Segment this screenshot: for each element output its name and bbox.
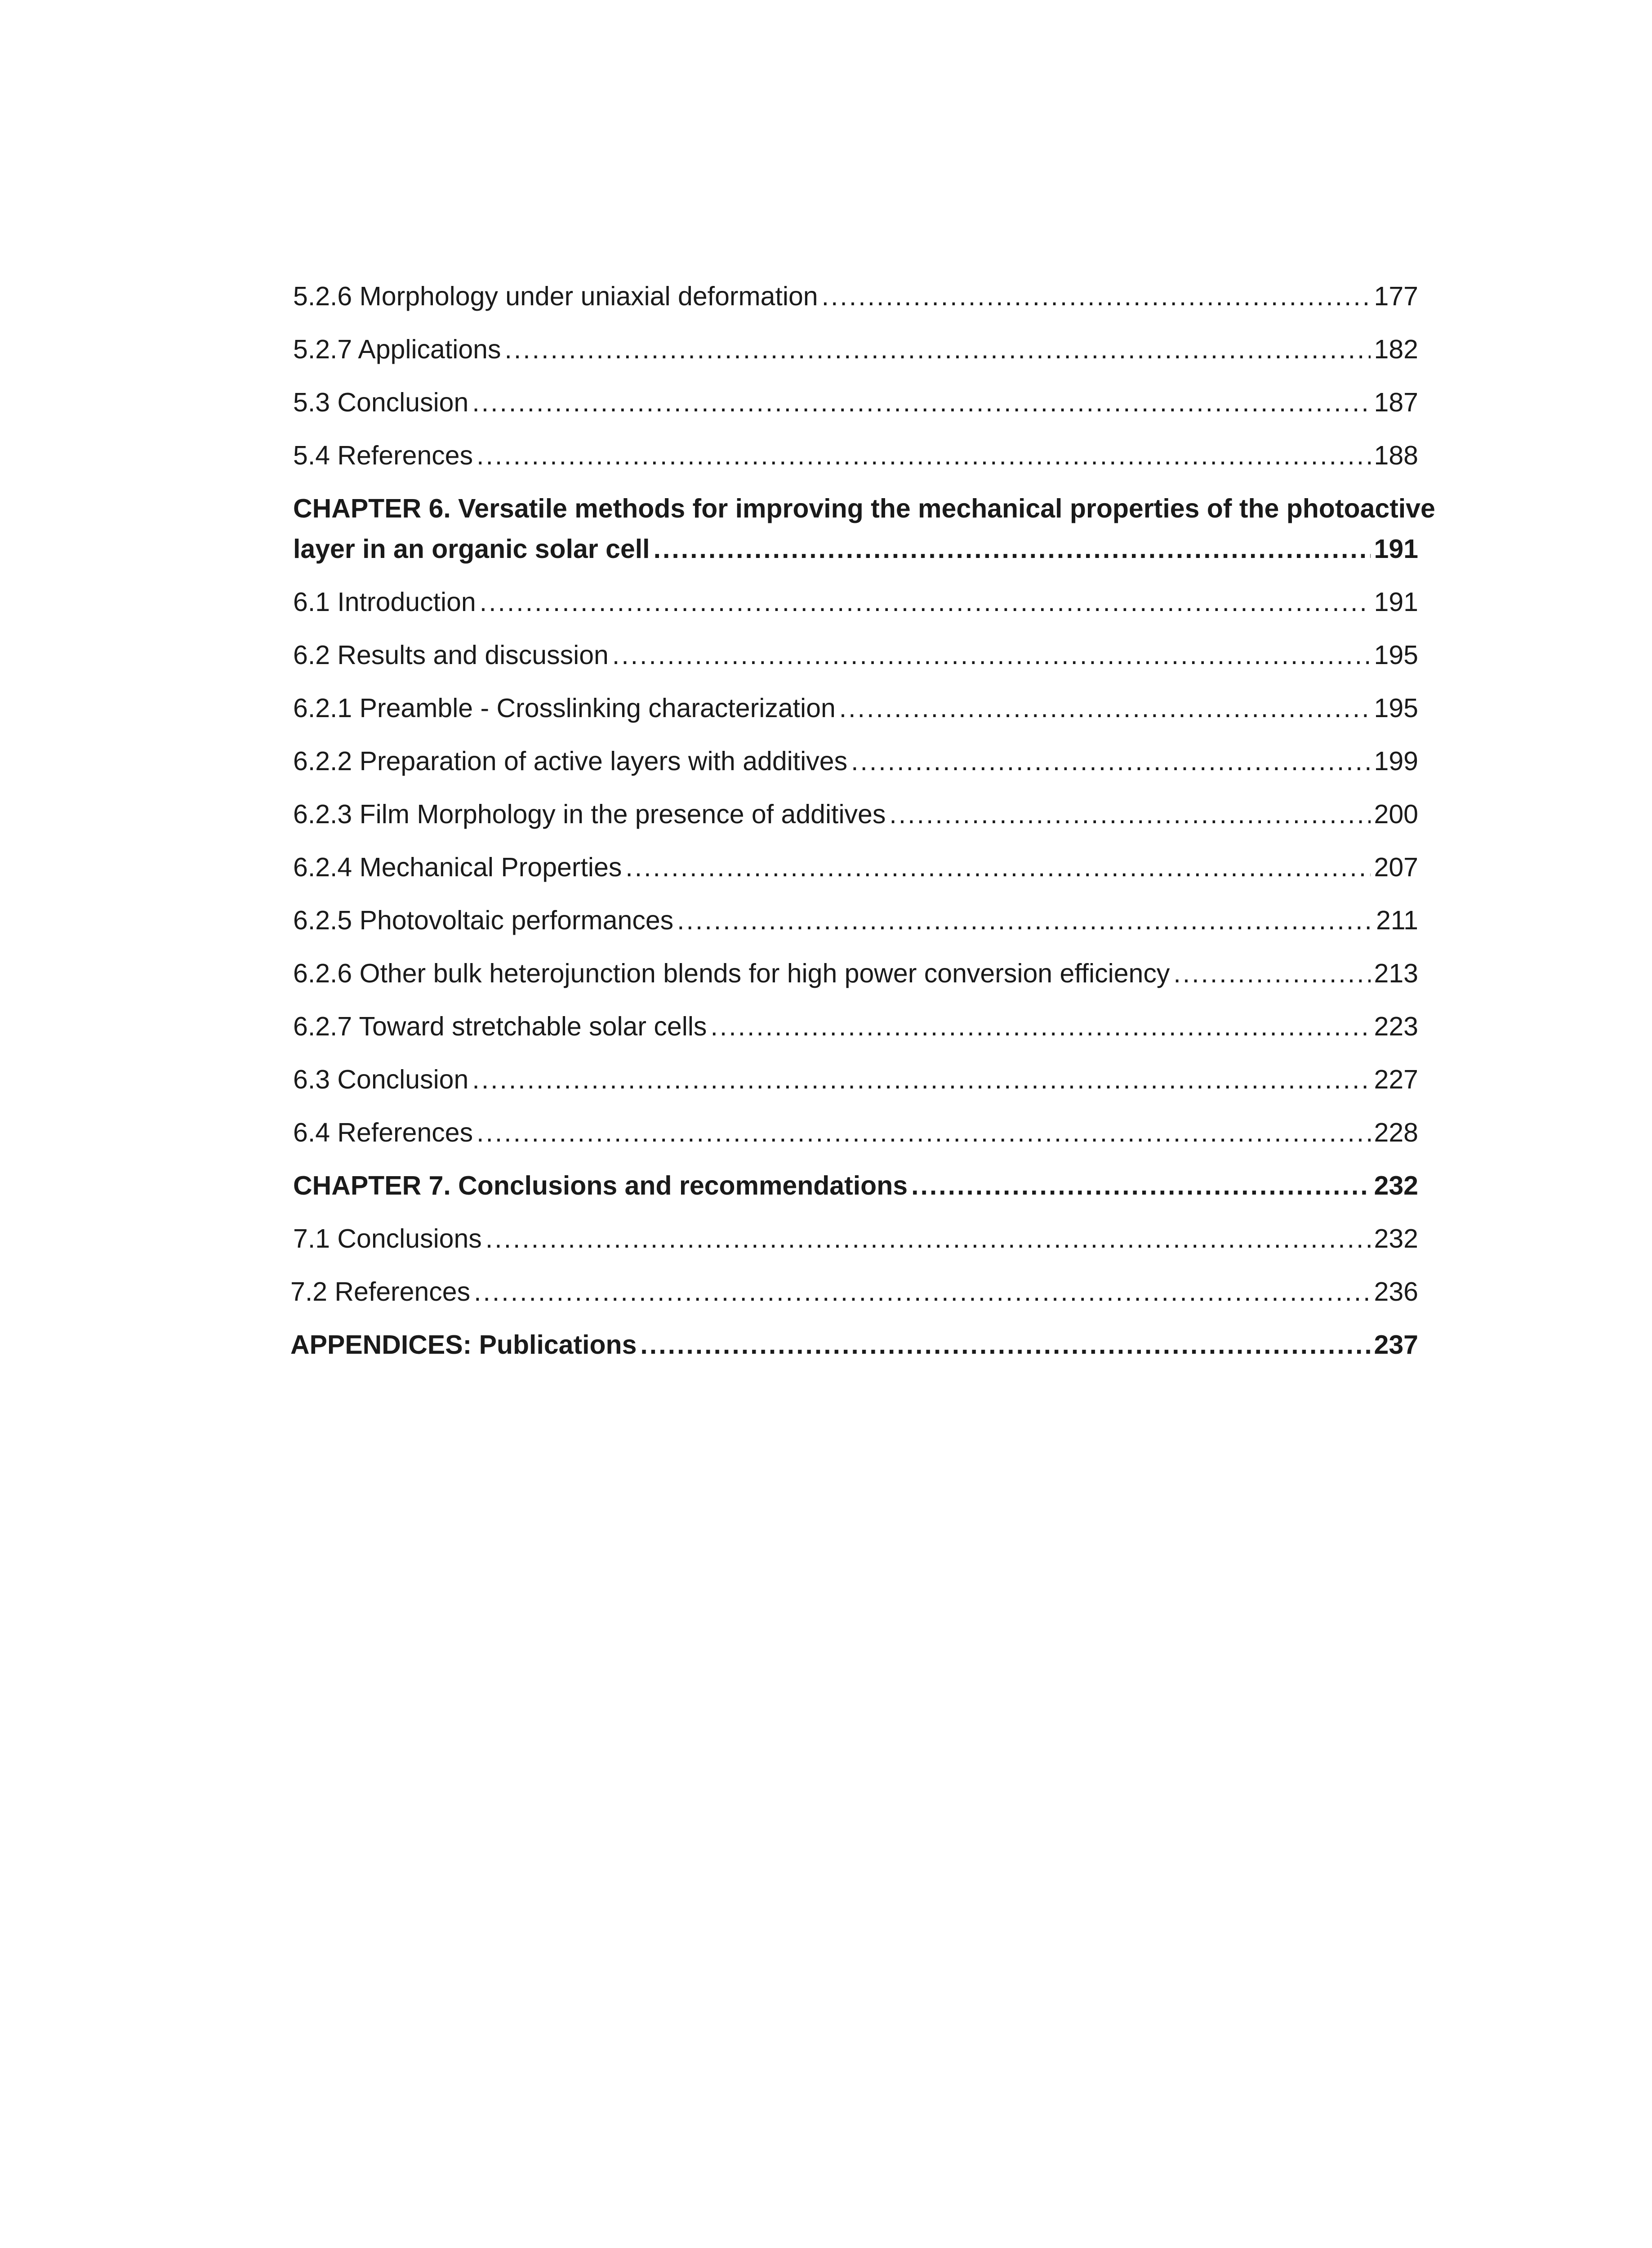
toc-entry-page: 207 [1374, 852, 1418, 882]
toc-entry-5-2-6 [293, 270, 1418, 323]
dot-leader [472, 376, 1370, 429]
toc-entry-page: 191 [1374, 534, 1418, 564]
toc-entry-page: 227 [1374, 1065, 1418, 1094]
toc-entry-title: 7.2 References [290, 1277, 471, 1307]
toc-entry-title: 6.2 Results and discussion [293, 640, 609, 670]
toc-entry-title: 6.1 Introduction [293, 587, 476, 617]
toc-entry-page: 228 [1374, 1118, 1418, 1147]
dot-leader [472, 1053, 1370, 1106]
dot-leader [640, 1318, 1370, 1371]
toc-entry-page: 177 [1374, 281, 1418, 311]
toc-entry-title: CHAPTER 7. Conclusions and recommendations [293, 1171, 908, 1200]
toc-entry-appendices [290, 1318, 1418, 1371]
toc-entry-page: 223 [1374, 1012, 1418, 1041]
toc-entry-6-2-6 [293, 947, 1418, 1000]
dot-leader [851, 735, 1370, 788]
dot-leader [839, 682, 1371, 735]
toc-entry-title: 5.4 References [293, 441, 473, 470]
toc-entry-6-3 [293, 1053, 1418, 1106]
toc-entry-page: 213 [1374, 959, 1418, 988]
dot-leader [474, 1265, 1370, 1318]
toc-entry-title: 6.2.5 Photovoltaic performances [293, 905, 674, 935]
dot-leader [677, 894, 1372, 947]
toc-entry-chapter-6 [293, 482, 1435, 575]
toc-entry-6-2-5 [293, 894, 1418, 947]
toc-entry-page: 232 [1374, 1171, 1418, 1200]
toc-entry-5-2-7 [293, 323, 1418, 376]
toc-entry-title: 6.2.6 Other bulk heterojunction blends for high power conversion efficiency [293, 959, 1170, 988]
toc-entry-6-2-4 [293, 841, 1418, 894]
toc-entry-7-1 [293, 1212, 1418, 1265]
toc-entry-title: 6.4 References [293, 1118, 473, 1147]
toc-entry-page: 187 [1374, 388, 1418, 417]
toc-entry-chapter-7 [293, 1159, 1418, 1212]
dot-leader [505, 323, 1371, 376]
toc-entry-title: 6.2.4 Mechanical Properties [293, 852, 622, 882]
toc-entry-5-3 [293, 376, 1418, 429]
toc-entry-title-line1: CHAPTER 6. Versatile methods for improving the mechanical properties of the photoactive [293, 494, 1435, 523]
toc-entry-6-2-2 [293, 735, 1418, 788]
dot-leader [654, 529, 1371, 569]
toc-entry-title: 6.2.2 Preparation of active layers with additives [293, 746, 848, 776]
toc-entry-page: 237 [1374, 1330, 1418, 1360]
toc-entry-6-2-1 [293, 682, 1418, 735]
toc-entry-page: 188 [1374, 441, 1418, 470]
toc-entry-6-2-7 [293, 1000, 1418, 1053]
dot-leader [1173, 947, 1370, 1000]
toc-entry-6-4 [293, 1106, 1418, 1159]
toc-entry-page: 200 [1374, 799, 1418, 829]
dot-leader [911, 1159, 1370, 1212]
toc-entry-title: APPENDICES: Publications [290, 1330, 637, 1360]
dot-leader [612, 629, 1371, 682]
toc-entry-5-4 [293, 429, 1418, 482]
toc-entry-title: 6.2.1 Preamble - Crosslinking characterization [293, 693, 836, 723]
toc-entry-title: 7.1 Conclusions [293, 1224, 482, 1253]
toc-entry-title: 5.2.6 Morphology under uniaxial deformation [293, 281, 818, 311]
toc-entry-page: 195 [1374, 693, 1418, 723]
toc-entry-page: 211 [1376, 905, 1418, 935]
dot-leader [822, 270, 1371, 323]
toc-entry-page: 195 [1374, 640, 1418, 670]
dot-leader [710, 1000, 1370, 1053]
toc-entry-title: 5.3 Conclusion [293, 388, 469, 417]
table-of-contents [290, 270, 1435, 1371]
toc-entry-title: 6.3 Conclusion [293, 1065, 469, 1094]
toc-entry-7-2 [290, 1265, 1418, 1318]
dot-leader [476, 429, 1370, 482]
toc-entry-page: 191 [1374, 587, 1418, 617]
toc-entry-title: 6.2.3 Film Morphology in the presence of additives [293, 799, 886, 829]
toc-entry-title: 5.2.7 Applications [293, 335, 501, 364]
toc-entry-6-2 [293, 629, 1418, 682]
toc-entry-page: 232 [1374, 1224, 1418, 1253]
toc-entry-6-1 [293, 575, 1418, 629]
dot-leader [889, 788, 1370, 841]
toc-entry-page: 236 [1374, 1277, 1418, 1307]
toc-entry-title: 6.2.7 Toward stretchable solar cells [293, 1012, 707, 1041]
toc-entry-page: 199 [1374, 746, 1418, 776]
toc-entry-page: 182 [1374, 335, 1418, 364]
dot-leader [625, 841, 1370, 894]
toc-entry-title-line2: layer in an organic solar cell [293, 534, 650, 564]
dot-leader [480, 575, 1371, 629]
dot-leader [485, 1212, 1371, 1265]
dot-leader [476, 1106, 1370, 1159]
toc-entry-6-2-3 [293, 788, 1418, 841]
